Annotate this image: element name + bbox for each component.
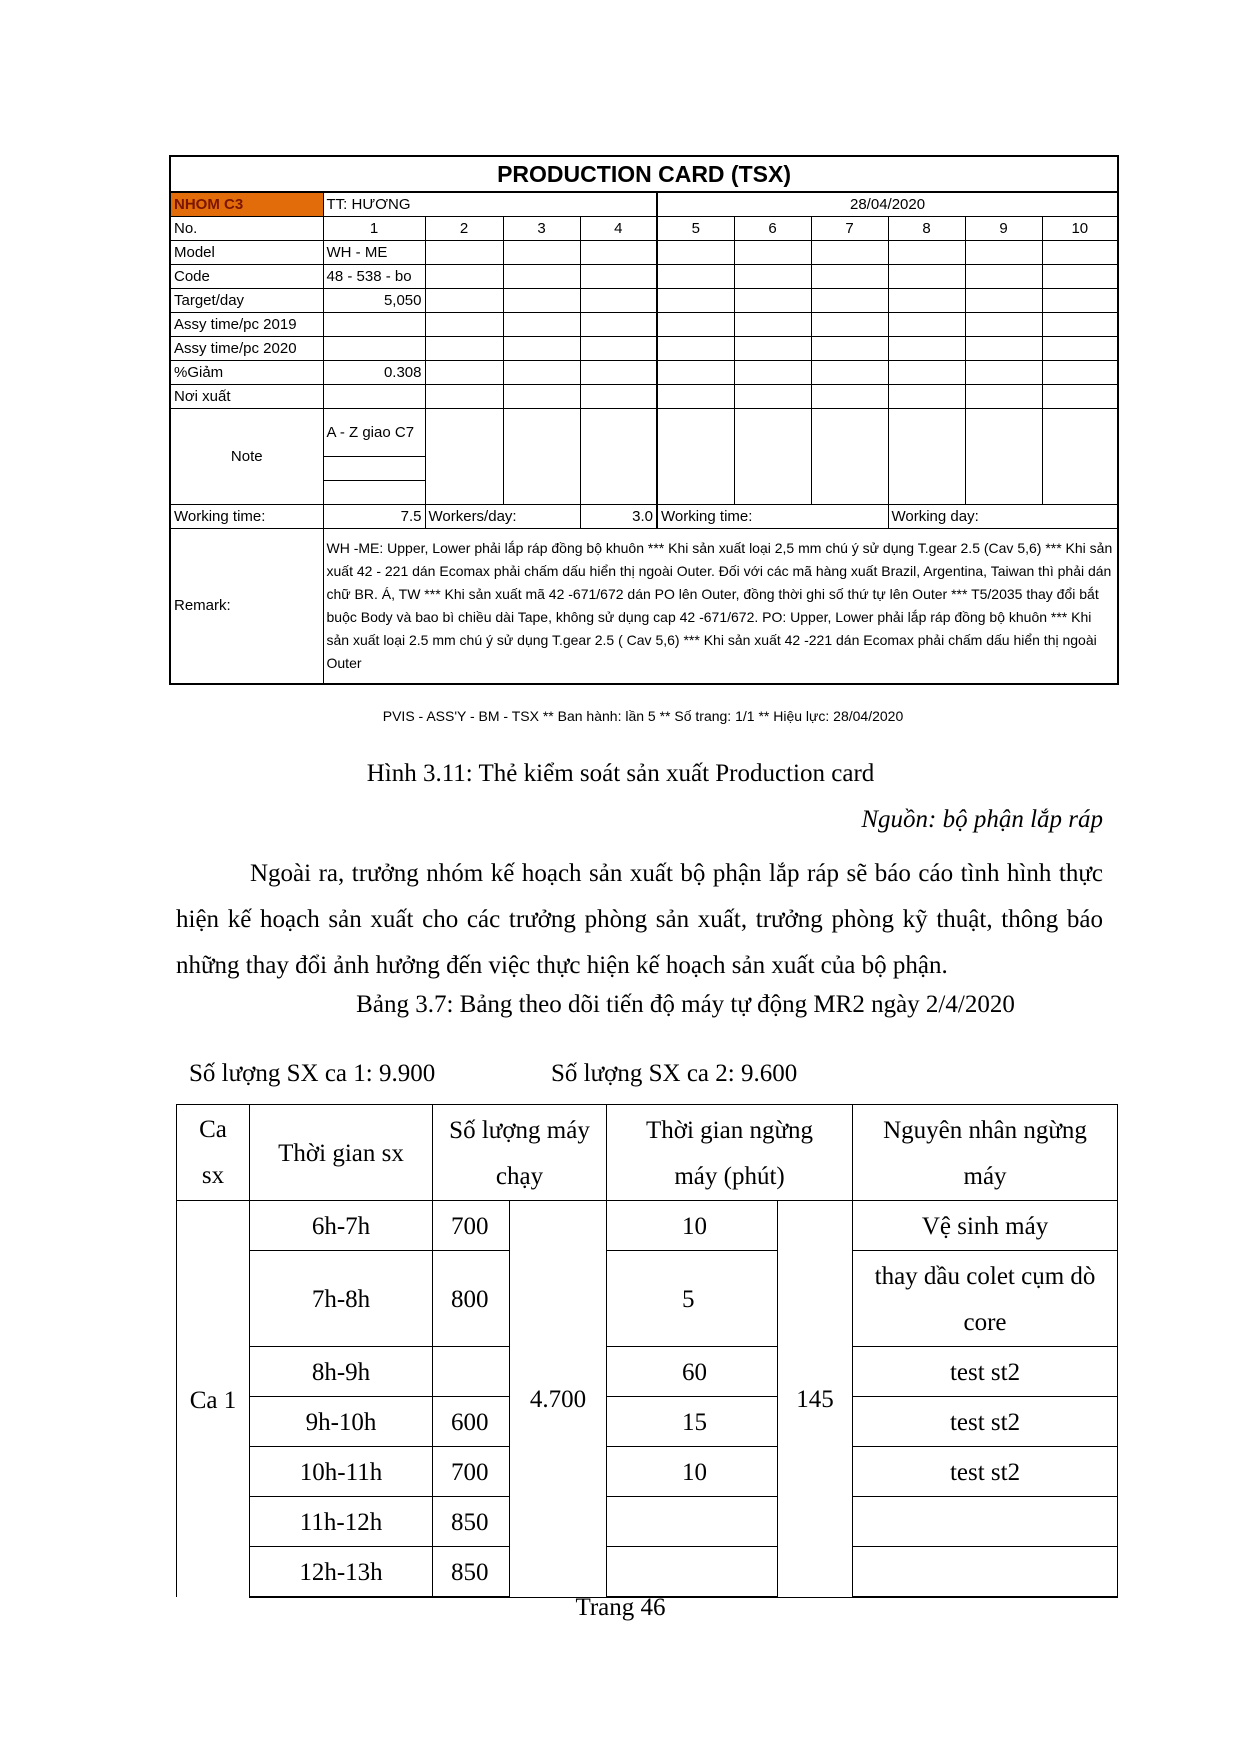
- row-down: [607, 1497, 778, 1547]
- workers-value: 3.0: [580, 504, 657, 528]
- assy-2020-label: Assy time/pc 2020: [170, 336, 323, 360]
- card-footer: PVIS - ASS'Y - BM - TSX ** Ban hành: lần 5 ** Số trang: 1/1 ** Hiệu lực: 28/04/2020: [382, 708, 904, 724]
- assy-2019-label: Assy time/pc 2019: [170, 312, 323, 336]
- col-number: 3: [503, 216, 580, 240]
- note-label: Note: [170, 408, 323, 504]
- remark-label: Remark:: [170, 528, 323, 684]
- row-reason: Vệ sinh máy: [853, 1201, 1118, 1251]
- assy-2019-value: [323, 312, 425, 336]
- row-reason: test st2: [853, 1447, 1118, 1497]
- target-label: Target/day: [170, 288, 323, 312]
- row-time: 9h-10h: [250, 1397, 433, 1447]
- row-reason: [853, 1497, 1118, 1547]
- machine-total: 4.700: [510, 1201, 607, 1598]
- working-day-label: Working day:: [888, 504, 1118, 528]
- row-down: 15: [607, 1397, 778, 1447]
- header-time: Thời gian sx: [250, 1105, 433, 1201]
- card-group: NHOM C3: [170, 192, 323, 216]
- header-reason: Nguyên nhân ngừng máy: [853, 1105, 1118, 1201]
- figure-source: Nguồn: bộ phận lắp ráp: [861, 806, 1103, 833]
- row-qty: 700: [433, 1201, 510, 1251]
- row-down: 10: [607, 1447, 778, 1497]
- header-downtime: Thời gian ngừng máy (phút): [607, 1105, 853, 1201]
- row-qty: [433, 1347, 510, 1397]
- model-label: Model: [170, 240, 323, 264]
- row-reason: [853, 1547, 1118, 1598]
- workers-label: Workers/day:: [425, 504, 580, 528]
- row-time: 6h-7h: [250, 1201, 433, 1251]
- card-title: PRODUCTION CARD (TSX): [170, 156, 1118, 192]
- working-time-label-2: Working time:: [657, 504, 888, 528]
- row-qty: 850: [433, 1547, 510, 1598]
- assy-2020-value: [323, 336, 425, 360]
- row-qty: 850: [433, 1497, 510, 1547]
- row-down: 60: [607, 1347, 778, 1397]
- row-down: 5: [607, 1251, 778, 1347]
- row-reason: test st2: [853, 1347, 1118, 1397]
- working-time-value: 7.5: [323, 504, 425, 528]
- table-caption: Bảng 3.7: Bảng theo dõi tiến độ máy tự động MR2 ngày 2/4/2020: [356, 991, 1015, 1018]
- row-time: 11h-12h: [250, 1497, 433, 1547]
- row-time: 7h-8h: [250, 1251, 433, 1347]
- qty-shift-2: Số lượng SX ca 2: 9.600: [551, 1060, 798, 1087]
- no-label: No.: [170, 216, 323, 240]
- row-reason: test st2: [853, 1397, 1118, 1447]
- giam-value: 0.308: [323, 360, 425, 384]
- target-value: 5,050: [323, 288, 425, 312]
- card-date: 28/04/2020: [657, 192, 1118, 216]
- paragraph-text: Ngoài ra, trưởng nhóm kế hoạch sản xuất bộ phận lắp ráp sẽ báo cáo tình hình thực hiện kế hoạch sản xuất cho các trưởng phòng sản xuất, trưởng phòng kỹ thuật, thông báo những thay đổi ảnh hưởng đến việc thực hiện kế hoạch sản xuất của bộ phận.: [176, 860, 1103, 979]
- giam-label: %Giảm: [170, 360, 323, 384]
- col-number: 6: [734, 216, 811, 240]
- row-time: 8h-9h: [250, 1347, 433, 1397]
- shift-label: Ca 1: [177, 1201, 250, 1598]
- row-down: 10: [607, 1201, 778, 1251]
- col-number: 5: [657, 216, 734, 240]
- card-leader: TT: HƯƠNG: [323, 192, 657, 216]
- col-number: 10: [1042, 216, 1118, 240]
- body-paragraph: [176, 851, 1103, 989]
- noi-xuat-value: [323, 384, 425, 408]
- col-number: 8: [888, 216, 965, 240]
- col-number: 4: [580, 216, 657, 240]
- code-value: 48 - 538 - bo: [323, 264, 425, 288]
- col-number: 1: [323, 216, 425, 240]
- qty-shift-1: Số lượng SX ca 1: 9.900: [189, 1060, 436, 1087]
- figure-caption: Hình 3.11: Thẻ kiểm soát sản xuất Production card: [366, 760, 875, 787]
- noi-xuat-label: Nơi xuất: [170, 384, 323, 408]
- row-down: [607, 1547, 778, 1598]
- row-qty: 700: [433, 1447, 510, 1497]
- col-number: 2: [425, 216, 503, 240]
- remark-text: WH -ME: Upper, Lower phải lắp ráp đồng bộ khuôn *** Khi sản xuất loại 2,5 mm chú ý sử dụng T.gear 2.5 (Cav 5,6) *** Khi sản xuất 42 - 221 dán Ecomax phải chấm dấu hiển thị ngoài Outer. Đối với các mã hàng xuất Brazil, Argentina, Taiwan thì phải dán chữ BR. Á, TW *** Khi sản xuất mã 42 -671/672 dán PO lên Outer, đồng thời ghi số thứ tự lên Outer *** T5/2035 thay đổi bắt buộc Body và bao bì chiều dài Tape, không sử dụng cap 42 -671/672. PO: Upper, Lower phải lắp ráp đồng bộ khuôn *** Khi sản xuất loại 2.5 mm chú ý sử dụng T.gear 2.5 ( Cav 5,6) *** Khi sản xuất 42 -221 dán Ecomax phải chấm dấu hiển thị ngoài Outer: [323, 528, 1118, 684]
- row-qty: 600: [433, 1397, 510, 1447]
- production-card: [169, 155, 1119, 685]
- code-label: Code: [170, 264, 323, 288]
- page-number: Trang 46: [575, 1594, 666, 1621]
- row-reason: thay dầu colet cụm dò core: [853, 1251, 1118, 1347]
- downtime-total: 145: [778, 1201, 853, 1598]
- working-time-label: Working time:: [170, 504, 323, 528]
- row-time: 12h-13h: [250, 1547, 433, 1598]
- col-number: 9: [965, 216, 1042, 240]
- machine-tracking-table: [176, 1104, 1118, 1598]
- header-shift: Ca sx: [177, 1105, 250, 1201]
- row-time: 10h-11h: [250, 1447, 433, 1497]
- col-number: 7: [811, 216, 888, 240]
- row-qty: 800: [433, 1251, 510, 1347]
- header-machines: Số lượng máy chạy: [433, 1105, 607, 1201]
- note-value: A - Z giao C7: [323, 408, 425, 456]
- model-value: WH - ME: [323, 240, 425, 264]
